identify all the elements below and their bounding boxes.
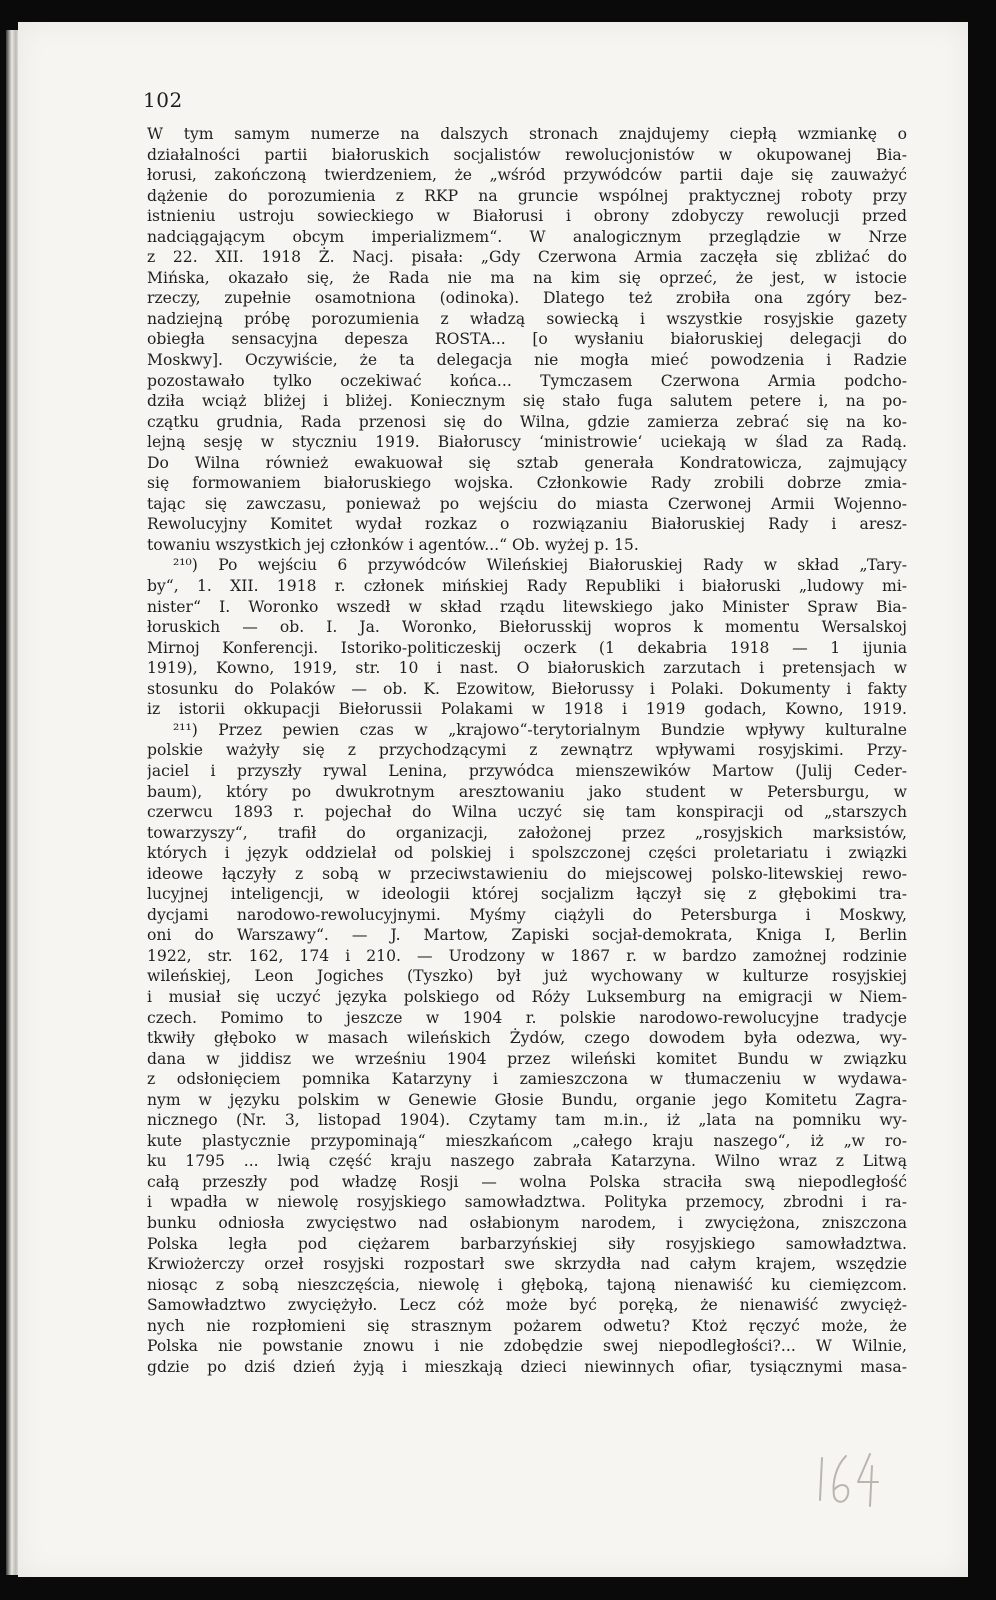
text-line: z 22. XII. 1918 Ż. Nacj. pisała: „Gdy Czerwona Armia zaczęła się zbliżać do bbox=[147, 248, 907, 267]
text-line: towaniu wszystkich jej członków i agentów...“ Ob. wyżej p. 15. bbox=[147, 535, 639, 554]
text-line: by“, 1. XII. 1918 r. członek mińskiej Rady Republiki i białoruski „ludowy mi- bbox=[147, 577, 907, 596]
handwritten-page-note bbox=[812, 1452, 882, 1508]
text-line: całą przeszły pod władzę Rosji — wolna Polska straciła swą niepodległość bbox=[147, 1172, 907, 1191]
text-line: ku 1795 ... lwią część kraju naszego zabrała Katarzyna. Wilno wraz z Litwą bbox=[147, 1152, 907, 1171]
text-line: nicznego (Nr. 3, listopad 1904). Czytamy tam m.in., iż „lata na pomniku wy- bbox=[147, 1111, 907, 1130]
text-line: bunku odniosła zwycięstwo nad osłabionym narodem, i zwyciężona, zniszczona bbox=[147, 1213, 907, 1232]
text-line: tkwiły głęboko w masach wileńskich Żydów, czego dowodem była odezwa, wy- bbox=[147, 1029, 907, 1048]
text-line: Moskwy]. Oczywiście, że ta delegacja nie mogła mieć powodzenia i Radzie bbox=[147, 351, 907, 370]
text-line: rzeczy, zupełnie osamotniona (odinoka). Dlatego też zrobiła ona zgóry bez- bbox=[147, 289, 907, 308]
text-line: Mińska, okazało się, że Rada nie ma na kim się oprzeć, że jest, w istocie bbox=[147, 268, 907, 287]
text-line: czech. Pomimo to jeszcze w 1904 r. polskie narodowo-rewolucyjne tradycje bbox=[147, 1008, 907, 1027]
text-line: lejną sesję w styczniu 1919. Białoruscy ‘ministrowie‘ uciekają w ślad za Radą. bbox=[147, 433, 907, 452]
text-line: stosunku do Polaków — ob. K. Ezowitow, Biełorussy i Polaki. Dokumenty i fakty bbox=[147, 679, 907, 698]
page-number: 102 bbox=[143, 88, 183, 112]
text-line: Samowładztwo zwyciężyło. Lecz cóż może być poręką, że nienawiść zwycięż- bbox=[147, 1296, 907, 1315]
text-line: których i język oddzielał od polskiej i spolszczonej części proletariatu i związki bbox=[147, 844, 907, 863]
text-line: wileńskiej, Leon Jogiches (Tyszko) był już wychowany w kulturze rosyjskiej bbox=[147, 967, 907, 986]
text-line: się formowaniem białoruskiego wojska. Członkowie Rady zrobili dobrze zmia- bbox=[147, 474, 907, 493]
text-line: czerwcu 1893 r. pojechał do Wilna uczyć się tam konspiracji od „starszych bbox=[147, 803, 907, 822]
text-line: z odsłonięciem pomnika Katarzyny i zamieszczona w tłumaczeniu w wydawa- bbox=[147, 1070, 907, 1089]
text-line: Rewolucyjny Komitet wydał rozkaz o rozwiązaniu Białoruskiej Rady i aresz- bbox=[147, 515, 907, 534]
text-line: czątku grudnia, Rada przenosi się do Wilna, gdzie zamierza zebrać się na ko- bbox=[147, 412, 907, 431]
handwritten-164-drawing bbox=[812, 1452, 882, 1508]
text-line: gdzie po dziś dzień żyją i mieszkają dzieci niewinnych ofiar, tysiącznymi masa- bbox=[147, 1357, 907, 1376]
text-line: dążenie do porozumienia z RKP na gruncie wspólnej praktycznej roboty przy bbox=[147, 186, 907, 205]
text-line: łorusi, zakończoną twierdzeniem, że „wśród przywódców partii daje się zauważyć bbox=[147, 166, 907, 185]
text-line: Polska nie powstanie znowu i nie zdobędzie swej niepodległości?... W Wilnie, bbox=[147, 1337, 907, 1356]
text-line: dycjami narodowo-rewolucyjnymi. Myśmy ciążyli do Petersburga i Moskwy, bbox=[147, 905, 907, 924]
text-line: Polska legła pod ciężarem barbarzyńskiej siły rosyjskiego samowładztwa. bbox=[147, 1234, 907, 1253]
text-line: iz istorii okkupacji Biełorussii Polakami w 1918 i 1919 godach, Kowno, 1919. bbox=[147, 700, 907, 719]
text-line: 1919), Kowno, 1919, str. 10 i nast. O białoruskich zarzutach i pretensjach w bbox=[147, 659, 907, 678]
text-line: i wpadła w niewolę rosyjskiego samowładztwa. Polityka przemocy, zbrodni i ra- bbox=[147, 1193, 907, 1212]
footnote-210-start: ²¹⁰) Po wejściu 6 przywódców Wileńskiej Białoruskiej Rady w skład „Tary- bbox=[173, 556, 907, 575]
text-line: tając się zawczasu, ponieważ po wejściu do miasta Czerwonej Armii Wojenno- bbox=[147, 494, 907, 513]
text-line: istnieniu ustroju sowieckiego w Białorusi i obrony zdobyczy rewolucji przed bbox=[147, 207, 907, 226]
text-line: polskie ważyły się z przychodzącymi z zewnątrz wpływami rosyjskimi. Przy- bbox=[147, 741, 907, 760]
text-line: i musiał się uczyć języka polskiego od Róży Luksemburg na emigracji w Niem- bbox=[147, 987, 907, 1006]
text-line: 1922, str. 162, 174 i 210. — Urodzony w 1867 r. w bardzo zamożnej rodzinie bbox=[147, 946, 907, 965]
text-line: działalności partii białoruskich socjalistów rewolucjonistów w okupowanej Bia- bbox=[147, 145, 907, 164]
text-line: nych nie rozpłomieni się strasznym pożarem odwetu? Ktoż ręczyć może, że bbox=[147, 1316, 907, 1335]
text-line: baum), który po dwukrotnym aresztowaniu jako student w Petersburgu, w bbox=[147, 782, 907, 801]
text-line: niosąc z sobą nieszczęścia, niewolę i głęboką, tajoną nienawiść ku ciemięzcom. bbox=[147, 1275, 907, 1294]
text-line: ideowe łączyły z sobą w przeciwstawieniu do miejscowej polsko-litewskiej rewo- bbox=[147, 864, 907, 883]
text-line: obiegła sensacyjna depesza ROSTA... [o wysłaniu białoruskiej delegacji do bbox=[147, 330, 907, 349]
footnote-211-start: ²¹¹) Przez pewien czas w „krajowo“-terytorialnym Bundzie wpływy kulturalne bbox=[173, 720, 907, 739]
text-line: lucyjnej inteligencji, w ideologii której socjalizm łączył się z głębokimi tra- bbox=[147, 885, 907, 904]
footnote-text-block bbox=[147, 124, 907, 1377]
text-line: jaciel i przyszły rywal Lenina, przywódca mienszewików Martow (Julij Ceder- bbox=[147, 761, 907, 780]
text-line: Do Wilna również ewakuował się sztab generała Kondratowicza, zajmujący bbox=[147, 453, 907, 472]
text-line: nadciągającym obcym imperializmem“. W analogicznym przeglądzie w Nrze bbox=[147, 227, 907, 246]
text-line: dana w jiddisz we wrześniu 1904 przez wileński komitet Bundu w związku bbox=[147, 1049, 907, 1068]
text-line: Mirnoj Konferencji. Istoriko-politiczeskij oczerk (1 dekabria 1918 — 1 ijunia bbox=[147, 638, 907, 657]
text-line: W tym samym numerze na dalszych stronach znajdujemy ciepłą wzmiankę o bbox=[147, 125, 907, 143]
text-line: oni do Warszawy“. — J. Martow, Zapiski socjał-demokrata, Kniga I, Berlin bbox=[147, 926, 907, 945]
text-line: kute plastycznie przypominają“ mieszkańcom „całego kraju naszego“, iż „w ro- bbox=[147, 1131, 907, 1150]
text-line: nadziejną próbę porozumienia z władzą sowiecką i wszystkie rosyjskie gazety bbox=[147, 309, 907, 328]
text-line: łoruskich — ob. I. Ja. Woronko, Biełorusskij wopros k momentu Wersalskoj bbox=[147, 618, 907, 637]
text-line: dziła wciąż bliżej i bliżej. Koniecznym się stało fuga salutem petere i, na po- bbox=[147, 392, 907, 411]
text-line: towarzyszy“, trafił do organizacji, założonej przez „rosyjskich marksistów, bbox=[147, 823, 907, 842]
text-line: nister“ I. Woronko wszedł w skład rządu litewskiego jako Minister Spraw Bia- bbox=[147, 597, 907, 616]
text-line: Krwiożerczy orzeł rosyjski rozpostarł swe skrzydła nad całym krajem, wszędzie bbox=[147, 1255, 907, 1274]
text-line: pozostawało tylko oczekiwać końca... Tymczasem Czerwona Armia podcho- bbox=[147, 371, 907, 390]
text-line: nym w języku polskim w Genewie Głosie Bundu, organie jego Komitetu Zagra- bbox=[147, 1090, 907, 1109]
